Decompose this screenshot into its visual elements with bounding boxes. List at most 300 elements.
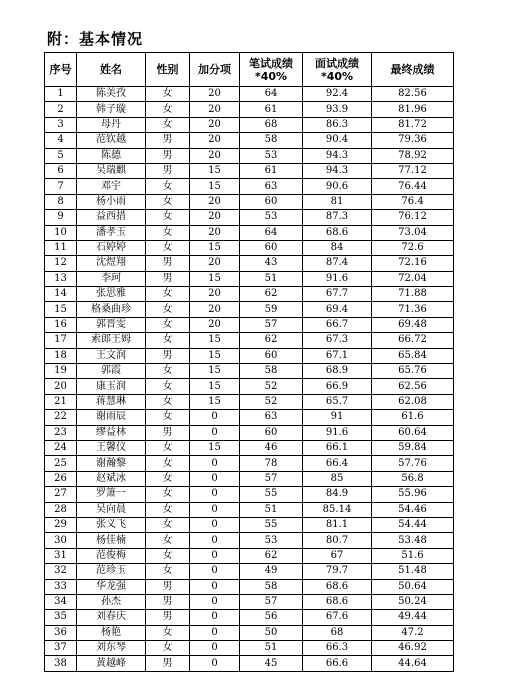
cell-name: 益西措 (77, 210, 146, 225)
cell-gender: 女 (146, 641, 190, 656)
cell-no: 9 (45, 210, 77, 225)
cell-interview: 80.7 (303, 533, 372, 548)
cell-no: 38 (45, 656, 77, 671)
table-row (45, 594, 454, 609)
cell-final: 66.72 (372, 333, 454, 348)
cell-written: 64 (240, 87, 303, 102)
cell-name: 母丹 (77, 117, 146, 132)
cell-no: 20 (45, 379, 77, 394)
cell-interview: 68.6 (303, 225, 372, 240)
cell-no: 16 (45, 317, 77, 332)
cell-final: 60.64 (372, 425, 454, 440)
cell-gender: 女 (146, 240, 190, 255)
cell-bonus: 20 (190, 302, 240, 317)
table-row (45, 394, 454, 409)
cell-name: 范俊梅 (77, 548, 146, 563)
cell-no: 11 (45, 240, 77, 255)
cell-final: 79.36 (372, 133, 454, 148)
cell-interview: 93.9 (303, 102, 372, 117)
cell-final: 76.4 (372, 194, 454, 209)
cell-name: 赵斌冰 (77, 471, 146, 486)
cell-interview: 87.3 (303, 210, 372, 225)
cell-final: 72.04 (372, 271, 454, 286)
header-written-line1: 笔试成绩 (249, 56, 293, 70)
cell-no: 10 (45, 225, 77, 240)
cell-no: 21 (45, 394, 77, 409)
cell-written: 46 (240, 440, 303, 455)
cell-interview: 66.7 (303, 317, 372, 332)
cell-bonus: 15 (190, 163, 240, 178)
cell-final: 62.08 (372, 394, 454, 409)
table-row (45, 579, 454, 594)
header-final: 最终成绩 (372, 53, 454, 87)
table-row (45, 410, 454, 425)
cell-written: 62 (240, 333, 303, 348)
cell-interview: 65.7 (303, 394, 372, 409)
cell-bonus: 0 (190, 564, 240, 579)
cell-final: 51.48 (372, 564, 454, 579)
header-written (240, 53, 303, 87)
cell-gender: 女 (146, 394, 190, 409)
cell-bonus: 0 (190, 410, 240, 425)
table-row (45, 564, 454, 579)
cell-name: 刘东琴 (77, 641, 146, 656)
cell-interview: 90.6 (303, 179, 372, 194)
cell-no: 2 (45, 102, 77, 117)
cell-name: 范珍玉 (77, 564, 146, 579)
cell-final: 81.72 (372, 117, 454, 132)
cell-final: 72.16 (372, 256, 454, 271)
cell-bonus: 15 (190, 379, 240, 394)
cell-interview: 79.7 (303, 564, 372, 579)
table-row (45, 471, 454, 486)
cell-interview: 84.9 (303, 487, 372, 502)
cell-gender: 女 (146, 517, 190, 532)
cell-name: 张思雅 (77, 287, 146, 302)
cell-interview: 91.6 (303, 425, 372, 440)
cell-bonus: 0 (190, 502, 240, 517)
cell-bonus: 20 (190, 317, 240, 332)
cell-final: 47.2 (372, 625, 454, 640)
cell-interview: 67.1 (303, 348, 372, 363)
table-row (45, 225, 454, 240)
cell-name: 陈美孜 (77, 87, 146, 102)
table-row (45, 656, 454, 671)
cell-final: 77.12 (372, 163, 454, 178)
table-row (45, 641, 454, 656)
cell-name: 谢瀚黎 (77, 456, 146, 471)
cell-name: 杨小雨 (77, 194, 146, 209)
cell-gender: 男 (146, 163, 190, 178)
page-title: 附：基本情况 (47, 30, 144, 48)
cell-written: 78 (240, 456, 303, 471)
cell-bonus: 0 (190, 533, 240, 548)
cell-written: 49 (240, 564, 303, 579)
cell-gender: 女 (146, 456, 190, 471)
cell-written: 45 (240, 656, 303, 671)
cell-name: 吴瑞麒 (77, 163, 146, 178)
header-interview-line1: 面试成绩 (315, 56, 359, 70)
table-row (45, 517, 454, 532)
cell-bonus: 0 (190, 579, 240, 594)
cell-final: 76.12 (372, 210, 454, 225)
table-row (45, 456, 454, 471)
cell-no: 26 (45, 471, 77, 486)
cell-name: 李珂 (77, 271, 146, 286)
cell-name: 王馨仪 (77, 440, 146, 455)
cell-bonus: 20 (190, 133, 240, 148)
cell-bonus: 15 (190, 364, 240, 379)
cell-interview: 66.3 (303, 641, 372, 656)
table-row (45, 548, 454, 563)
cell-interview: 86.3 (303, 117, 372, 132)
cell-gender: 男 (146, 594, 190, 609)
cell-bonus: 0 (190, 548, 240, 563)
cell-written: 61 (240, 102, 303, 117)
header-interview (303, 53, 372, 87)
cell-final: 46.92 (372, 641, 454, 656)
cell-bonus: 0 (190, 641, 240, 656)
cell-gender: 女 (146, 471, 190, 486)
header-written-line2: *40% (254, 69, 288, 83)
cell-written: 60 (240, 194, 303, 209)
cell-name: 刘春庆 (77, 610, 146, 625)
table-row (45, 133, 454, 148)
table-row (45, 271, 454, 286)
table-row (45, 625, 454, 640)
cell-final: 50.64 (372, 579, 454, 594)
cell-written: 55 (240, 487, 303, 502)
cell-name: 康玉润 (77, 379, 146, 394)
cell-name: 韩子璇 (77, 102, 146, 117)
cell-gender: 女 (146, 210, 190, 225)
cell-gender: 女 (146, 625, 190, 640)
cell-interview: 67.6 (303, 610, 372, 625)
cell-interview: 68 (303, 625, 372, 640)
cell-no: 18 (45, 348, 77, 363)
cell-interview: 67 (303, 548, 372, 563)
table-row (45, 210, 454, 225)
cell-gender: 女 (146, 194, 190, 209)
cell-gender: 女 (146, 302, 190, 317)
cell-name: 谢雨辰 (77, 410, 146, 425)
cell-name: 华龙强 (77, 579, 146, 594)
cell-no: 35 (45, 610, 77, 625)
cell-gender: 女 (146, 333, 190, 348)
cell-no: 4 (45, 133, 77, 148)
cell-interview: 84 (303, 240, 372, 255)
table-row (45, 179, 454, 194)
cell-gender: 男 (146, 348, 190, 363)
cell-written: 58 (240, 579, 303, 594)
cell-interview: 91 (303, 410, 372, 425)
cell-name: 陈德 (77, 148, 146, 163)
cell-no: 3 (45, 117, 77, 132)
cell-gender: 女 (146, 117, 190, 132)
cell-final: 44.64 (372, 656, 454, 671)
cell-no: 19 (45, 364, 77, 379)
cell-no: 6 (45, 163, 77, 178)
cell-no: 28 (45, 502, 77, 517)
cell-final: 65.84 (372, 348, 454, 363)
cell-written: 53 (240, 210, 303, 225)
cell-gender: 女 (146, 548, 190, 563)
cell-interview: 91.6 (303, 271, 372, 286)
cell-no: 24 (45, 440, 77, 455)
results-table (44, 52, 454, 672)
cell-written: 68 (240, 117, 303, 132)
cell-written: 51 (240, 502, 303, 517)
cell-no: 8 (45, 194, 77, 209)
cell-written: 58 (240, 364, 303, 379)
cell-interview: 66.4 (303, 456, 372, 471)
cell-final: 53.48 (372, 533, 454, 548)
cell-name: 杨艳 (77, 625, 146, 640)
cell-no: 23 (45, 425, 77, 440)
cell-no: 1 (45, 87, 77, 102)
cell-written: 61 (240, 163, 303, 178)
table-row (45, 610, 454, 625)
cell-bonus: 20 (190, 87, 240, 102)
cell-final: 54.46 (372, 502, 454, 517)
table-row (45, 194, 454, 209)
cell-bonus: 15 (190, 271, 240, 286)
cell-name: 吴向晨 (77, 502, 146, 517)
cell-interview: 85 (303, 471, 372, 486)
cell-final: 69.48 (372, 317, 454, 332)
cell-final: 73.04 (372, 225, 454, 240)
table-row (45, 333, 454, 348)
cell-written: 60 (240, 348, 303, 363)
cell-gender: 男 (146, 610, 190, 625)
cell-written: 52 (240, 394, 303, 409)
cell-written: 62 (240, 548, 303, 563)
table-row (45, 502, 454, 517)
cell-no: 14 (45, 287, 77, 302)
table-row (45, 440, 454, 455)
cell-bonus: 20 (190, 148, 240, 163)
cell-name: 格桑曲珍 (77, 302, 146, 317)
cell-bonus: 15 (190, 348, 240, 363)
table-row (45, 256, 454, 271)
cell-interview: 94.3 (303, 163, 372, 178)
cell-interview: 85.14 (303, 502, 372, 517)
cell-interview: 81 (303, 194, 372, 209)
cell-final: 55.96 (372, 487, 454, 502)
cell-final: 54.44 (372, 517, 454, 532)
cell-written: 62 (240, 287, 303, 302)
cell-final: 61.6 (372, 410, 454, 425)
header-gender: 性别 (146, 53, 190, 87)
cell-final: 50.24 (372, 594, 454, 609)
cell-gender: 女 (146, 364, 190, 379)
cell-gender: 女 (146, 225, 190, 240)
cell-no: 17 (45, 333, 77, 348)
cell-name: 范钦越 (77, 133, 146, 148)
cell-name: 索郎王姆 (77, 333, 146, 348)
cell-name: 罗箫一 (77, 487, 146, 502)
cell-bonus: 20 (190, 194, 240, 209)
cell-gender: 女 (146, 287, 190, 302)
cell-gender: 女 (146, 533, 190, 548)
cell-interview: 67.3 (303, 333, 372, 348)
cell-no: 36 (45, 625, 77, 640)
cell-name: 石婷婷 (77, 240, 146, 255)
cell-no: 12 (45, 256, 77, 271)
table-row (45, 487, 454, 502)
cell-gender: 男 (146, 133, 190, 148)
cell-written: 59 (240, 302, 303, 317)
table-row (45, 302, 454, 317)
cell-final: 78.92 (372, 148, 454, 163)
cell-name: 黄越峰 (77, 656, 146, 671)
cell-bonus: 20 (190, 210, 240, 225)
table-row (45, 379, 454, 394)
table-row (45, 240, 454, 255)
cell-name: 沈煜翔 (77, 256, 146, 271)
cell-written: 56 (240, 610, 303, 625)
cell-final: 82.56 (372, 87, 454, 102)
cell-no: 31 (45, 548, 77, 563)
cell-no: 5 (45, 148, 77, 163)
cell-written: 60 (240, 425, 303, 440)
table-row (45, 148, 454, 163)
cell-no: 32 (45, 564, 77, 579)
cell-name: 郭晋雯 (77, 317, 146, 332)
cell-no: 27 (45, 487, 77, 502)
cell-gender: 女 (146, 317, 190, 332)
cell-final: 81.96 (372, 102, 454, 117)
cell-final: 76.44 (372, 179, 454, 194)
cell-interview: 92.4 (303, 87, 372, 102)
cell-interview: 81.1 (303, 517, 372, 532)
cell-name: 郭霞 (77, 364, 146, 379)
cell-gender: 女 (146, 379, 190, 394)
cell-bonus: 0 (190, 517, 240, 532)
cell-name: 邓宇 (77, 179, 146, 194)
cell-gender: 女 (146, 102, 190, 117)
cell-interview: 67.7 (303, 287, 372, 302)
cell-bonus: 0 (190, 625, 240, 640)
cell-name: 孙杰 (77, 594, 146, 609)
cell-bonus: 15 (190, 179, 240, 194)
cell-written: 51 (240, 271, 303, 286)
cell-bonus: 15 (190, 333, 240, 348)
cell-bonus: 15 (190, 394, 240, 409)
cell-final: 49.44 (372, 610, 454, 625)
cell-interview: 66.6 (303, 656, 372, 671)
header-bonus: 加分项 (190, 53, 240, 87)
cell-gender: 女 (146, 179, 190, 194)
cell-written: 64 (240, 225, 303, 240)
cell-gender: 女 (146, 502, 190, 517)
cell-bonus: 0 (190, 487, 240, 502)
cell-interview: 68.9 (303, 364, 372, 379)
table-row (45, 117, 454, 132)
cell-bonus: 0 (190, 456, 240, 471)
cell-bonus: 15 (190, 440, 240, 455)
cell-gender: 女 (146, 440, 190, 455)
header-interview-line2: *40% (320, 69, 354, 83)
cell-no: 22 (45, 410, 77, 425)
cell-no: 34 (45, 594, 77, 609)
cell-gender: 男 (146, 579, 190, 594)
cell-gender: 女 (146, 487, 190, 502)
cell-name: 潘孝玉 (77, 225, 146, 240)
header-name: 姓名 (77, 53, 146, 87)
cell-interview: 66.9 (303, 379, 372, 394)
cell-final: 65.76 (372, 364, 454, 379)
cell-name: 杨佳楠 (77, 533, 146, 548)
cell-bonus: 0 (190, 656, 240, 671)
cell-bonus: 0 (190, 610, 240, 625)
table-row (45, 87, 454, 102)
cell-written: 55 (240, 517, 303, 532)
cell-bonus: 20 (190, 287, 240, 302)
cell-gender: 男 (146, 656, 190, 671)
cell-no: 25 (45, 456, 77, 471)
cell-no: 33 (45, 579, 77, 594)
cell-bonus: 20 (190, 102, 240, 117)
cell-gender: 男 (146, 425, 190, 440)
cell-name: 王文润 (77, 348, 146, 363)
cell-no: 30 (45, 533, 77, 548)
cell-no: 7 (45, 179, 77, 194)
cell-name: 蒋慧琳 (77, 394, 146, 409)
cell-written: 50 (240, 625, 303, 640)
cell-written: 52 (240, 379, 303, 394)
header-no: 序号 (45, 53, 77, 87)
table-row (45, 533, 454, 548)
table-row (45, 287, 454, 302)
cell-gender: 女 (146, 564, 190, 579)
cell-final: 59.84 (372, 440, 454, 455)
cell-written: 58 (240, 133, 303, 148)
table-row (45, 317, 454, 332)
cell-bonus: 20 (190, 256, 240, 271)
cell-written: 53 (240, 148, 303, 163)
cell-no: 29 (45, 517, 77, 532)
table-row (45, 364, 454, 379)
cell-interview: 90.4 (303, 133, 372, 148)
cell-interview: 87.4 (303, 256, 372, 271)
cell-bonus: 0 (190, 425, 240, 440)
cell-written: 63 (240, 179, 303, 194)
cell-bonus: 0 (190, 471, 240, 486)
cell-name: 缪益林 (77, 425, 146, 440)
cell-final: 57.76 (372, 456, 454, 471)
cell-final: 56.8 (372, 471, 454, 486)
cell-final: 71.88 (372, 287, 454, 302)
cell-no: 13 (45, 271, 77, 286)
cell-interview: 69.4 (303, 302, 372, 317)
cell-written: 57 (240, 471, 303, 486)
cell-interview: 94.3 (303, 148, 372, 163)
cell-gender: 男 (146, 271, 190, 286)
cell-gender: 女 (146, 410, 190, 425)
table-header-row (45, 53, 454, 87)
cell-interview: 68.6 (303, 579, 372, 594)
table-row (45, 102, 454, 117)
cell-written: 60 (240, 240, 303, 255)
table-body (45, 87, 454, 672)
cell-final: 72.6 (372, 240, 454, 255)
table-row (45, 425, 454, 440)
cell-bonus: 20 (190, 117, 240, 132)
cell-written: 43 (240, 256, 303, 271)
cell-bonus: 15 (190, 240, 240, 255)
cell-interview: 66.1 (303, 440, 372, 455)
